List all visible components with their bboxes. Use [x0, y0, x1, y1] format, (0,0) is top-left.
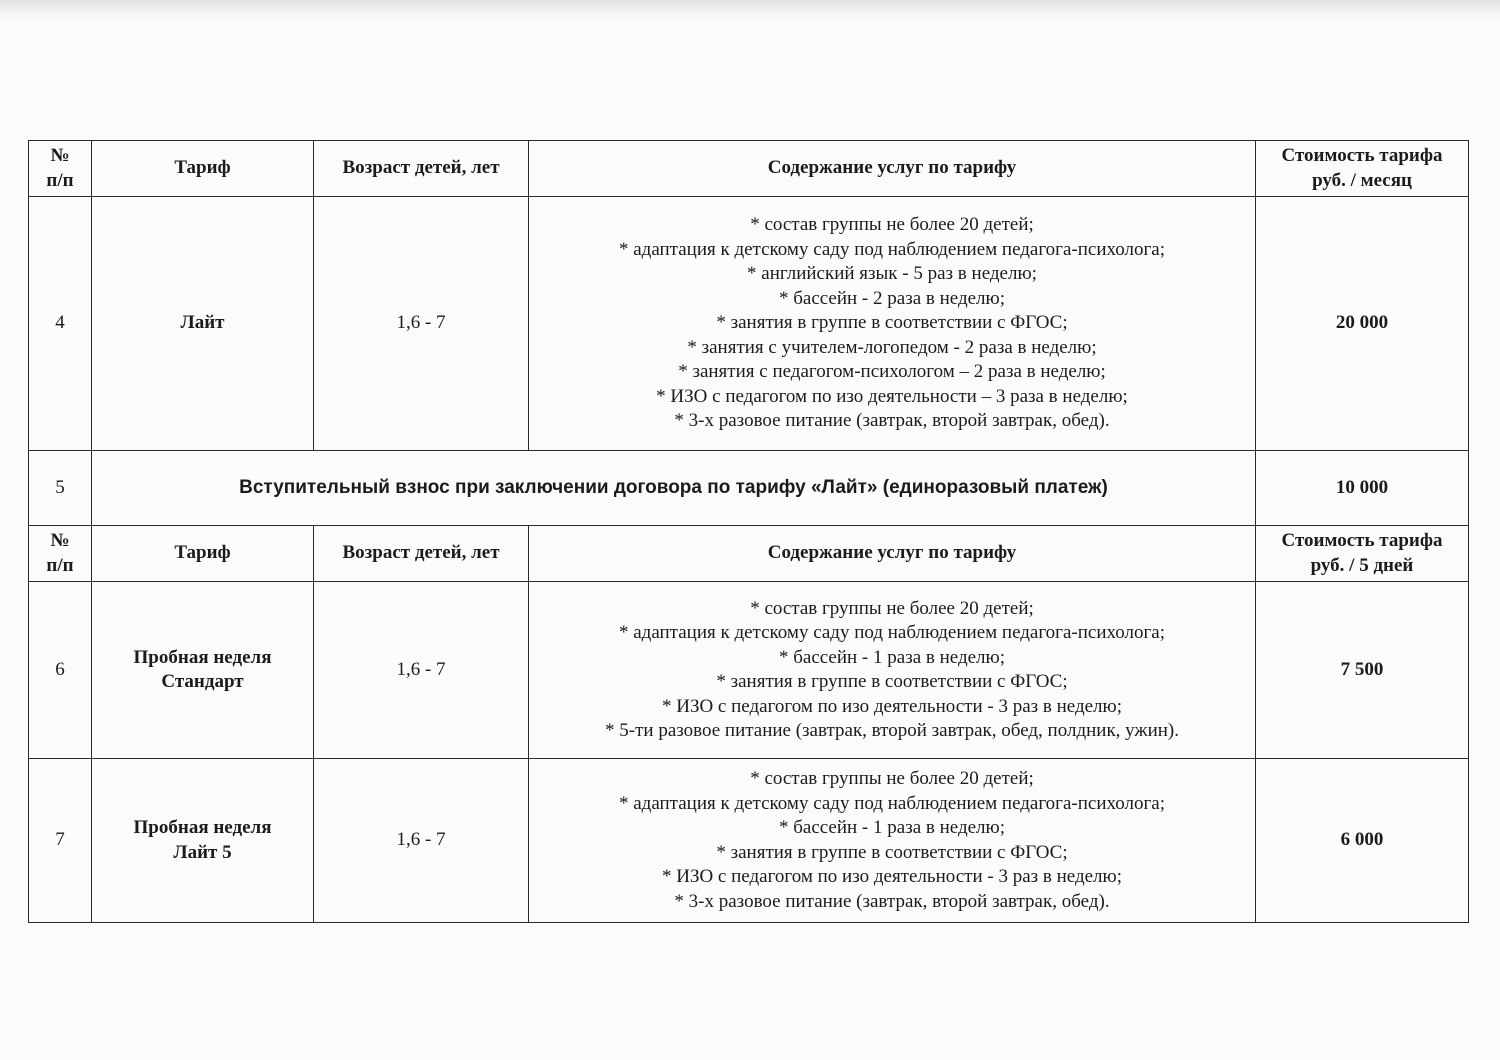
service-item: * адаптация к детскому саду под наблюдением педагога-психолога; — [618, 622, 1166, 643]
entry-fee-description: Вступительный взнос при заключении договора по тарифу «Лайт» (единоразовый платеж) — [92, 451, 1256, 526]
tariff-name — [92, 759, 314, 923]
tariff-name-line1: Пробная неделя — [133, 817, 272, 838]
table-row-entry-fee — [29, 451, 1469, 526]
header-age: Возраст детей, лет — [314, 526, 529, 582]
age-range: 1,6 - 7 — [314, 582, 529, 759]
header-age: Возраст детей, лет — [314, 141, 529, 197]
header-num-line2: п/п — [46, 554, 74, 576]
services-list — [529, 582, 1256, 759]
header-price-line2: руб. / месяц — [1312, 169, 1412, 191]
service-item: * ИЗО с педагогом по изо деятельности – 3 раза в неделю; — [656, 385, 1128, 407]
service-item: * состав группы не более 20 детей; — [750, 768, 1034, 789]
table-row-trial-lite5 — [29, 759, 1469, 923]
tariff-table — [28, 140, 1469, 923]
table-row-lite — [29, 197, 1469, 451]
row-num: 5 — [29, 451, 92, 526]
service-item: * ИЗО с педагогом по изо деятельности - 3 раз в неделю; — [661, 866, 1123, 887]
tariff-price: 20 000 — [1256, 197, 1469, 451]
service-item: * 5-ти разовое питание (завтрак, второй завтрак, обед, полдник, ужин). — [605, 720, 1179, 741]
row-num: 4 — [29, 197, 92, 451]
header-price — [1256, 141, 1469, 197]
services-list — [529, 759, 1256, 923]
row-num: 6 — [29, 582, 92, 759]
header-tariff: Тариф — [92, 526, 314, 582]
service-item: * занятия с педагогом-психологом – 2 раза в неделю; — [678, 361, 1106, 383]
header-content: Содержание услуг по тарифу — [529, 526, 1256, 582]
service-item: * состав группы не более 20 детей; — [750, 597, 1034, 619]
header-price — [1256, 526, 1469, 582]
service-item: * состав группы не более 20 детей; — [750, 214, 1034, 236]
age-range: 1,6 - 7 — [314, 759, 529, 923]
header-num — [29, 141, 92, 197]
header-tariff: Тариф — [92, 141, 314, 197]
service-item: * адаптация к детскому саду под наблюдением педагога-психолога; — [618, 792, 1166, 814]
service-item: * занятия в группе в соответствии с ФГОС; — [716, 312, 1068, 334]
table-header-row-2 — [29, 526, 1469, 582]
tariff-name — [92, 582, 314, 759]
table-header-row — [29, 141, 1469, 197]
header-num-line1: № — [50, 530, 70, 551]
header-num-line1: № — [50, 145, 70, 166]
header-price-line1: Стоимость тарифа — [1281, 530, 1443, 551]
service-item: * 3-х разовое питание (завтрак, второй завтрак, обед). — [674, 410, 1110, 432]
service-item: * занятия в группе в соответствии с ФГОС; — [716, 671, 1068, 692]
header-num-line2: п/п — [46, 169, 74, 191]
header-price-line1: Стоимость тарифа — [1281, 145, 1443, 166]
tariff-name-line2: Лайт 5 — [173, 841, 232, 863]
service-item: * адаптация к детскому саду под наблюдением педагога-психолога; — [618, 238, 1166, 260]
tariff-name-line2: Стандарт — [161, 671, 244, 692]
service-item: * занятия в группе в соответствии с ФГОС; — [716, 841, 1068, 863]
service-item: * ИЗО с педагогом по изо деятельности - 3 раз в неделю; — [661, 695, 1123, 717]
age-range: 1,6 - 7 — [314, 197, 529, 451]
header-content: Содержание услуг по тарифу — [529, 141, 1256, 197]
header-price-line2: руб. / 5 дней — [1310, 554, 1414, 576]
tariff-price: 6 000 — [1256, 759, 1469, 923]
tariff-name-line1: Пробная неделя — [133, 646, 272, 668]
service-item: * бассейн - 1 раза в неделю; — [778, 817, 1006, 838]
service-item: * занятия с учителем-логопедом - 2 раза в неделю; — [687, 336, 1097, 358]
scan-edge-shadow — [0, 0, 1500, 20]
service-item: * бассейн - 1 раза в неделю; — [778, 646, 1006, 668]
row-num: 7 — [29, 759, 92, 923]
table-row-trial-standard — [29, 582, 1469, 759]
entry-fee-price: 10 000 — [1256, 451, 1469, 526]
service-item: * английский язык - 5 раз в неделю; — [747, 263, 1037, 285]
service-item: * 3-х разовое питание (завтрак, второй завтрак, обед). — [674, 890, 1110, 912]
header-num — [29, 526, 92, 582]
tariff-name: Лайт — [92, 197, 314, 451]
tariff-price: 7 500 — [1256, 582, 1469, 759]
services-list — [529, 197, 1256, 451]
service-item: * бассейн - 2 раза в неделю; — [778, 287, 1006, 309]
